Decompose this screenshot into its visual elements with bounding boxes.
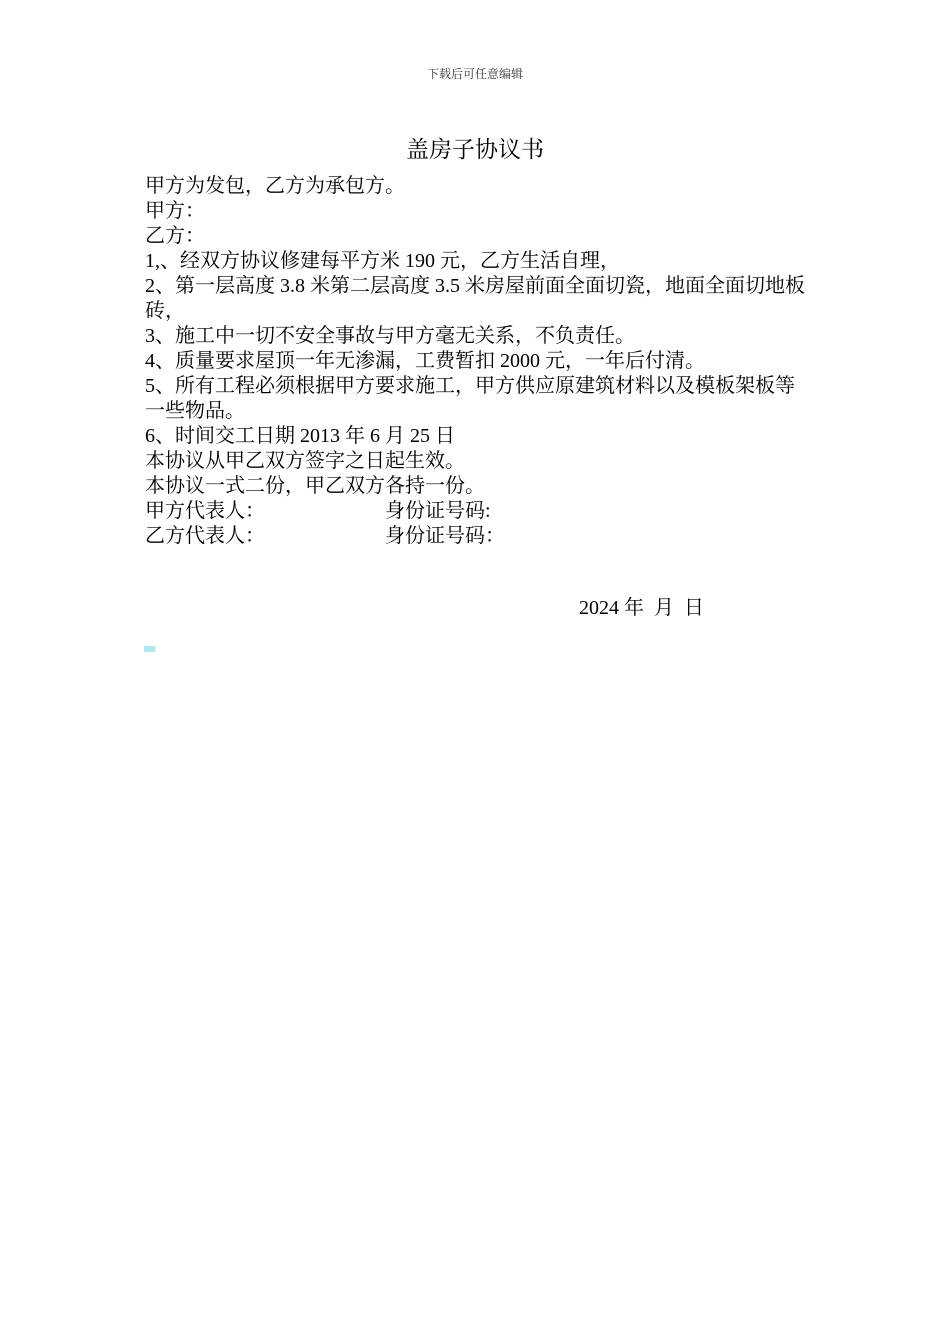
clause-2: 2、第一层高度 3.8 米第二层高度 3.5 米房屋前面全面切瓷，地面全面切地板砖， — [145, 275, 805, 322]
signature-row-party-a — [145, 499, 809, 524]
effective-line: 本协议从甲乙双方签字之日起生效。 — [145, 450, 465, 472]
party-b-line: 乙方： — [145, 225, 205, 247]
agreement-body — [145, 174, 809, 549]
clause-1: 1,、经双方协议修建每平方米 190 元，乙方生活自理， — [145, 250, 620, 272]
date-line — [579, 596, 704, 621]
party-a-rep-label: 甲方代表人： — [145, 500, 265, 522]
party-b-rep-label: 乙方代表人： — [145, 525, 265, 547]
date-year: 2024 年 — [579, 597, 644, 619]
document-title: 盖房子协议书 — [406, 137, 544, 162]
header-note: 下载后可任意编辑 — [426, 67, 523, 81]
clause-4: 4、质量要求屋顶一年无渗漏，工费暂扣 2000 元，一年后付清。 — [145, 350, 705, 372]
text-cursor-marker — [144, 646, 155, 652]
party-b-id-label: 身份证号码： — [385, 525, 505, 547]
intro-line: 甲方为发包，乙方为承包方。 — [145, 175, 405, 197]
copies-line: 本协议一式二份，甲乙双方各持一份。 — [145, 475, 485, 497]
party-a-id-label: 身份证号码: — [385, 500, 491, 522]
date-month: 月 — [654, 597, 674, 619]
clause-6: 6、时间交工日期 2013 年 6 月 25 日 — [145, 425, 455, 447]
clause-5: 5、所有工程必须根据甲方要求施工，甲方供应原建筑材料以及模板架板等一些物品。 — [145, 375, 795, 422]
signature-row-party-b — [145, 524, 809, 549]
clause-3: 3、施工中一切不安全事故与甲方毫无关系，不负责任。 — [145, 325, 635, 347]
date-day: 日 — [684, 597, 704, 619]
party-a-line: 甲方： — [145, 200, 205, 222]
